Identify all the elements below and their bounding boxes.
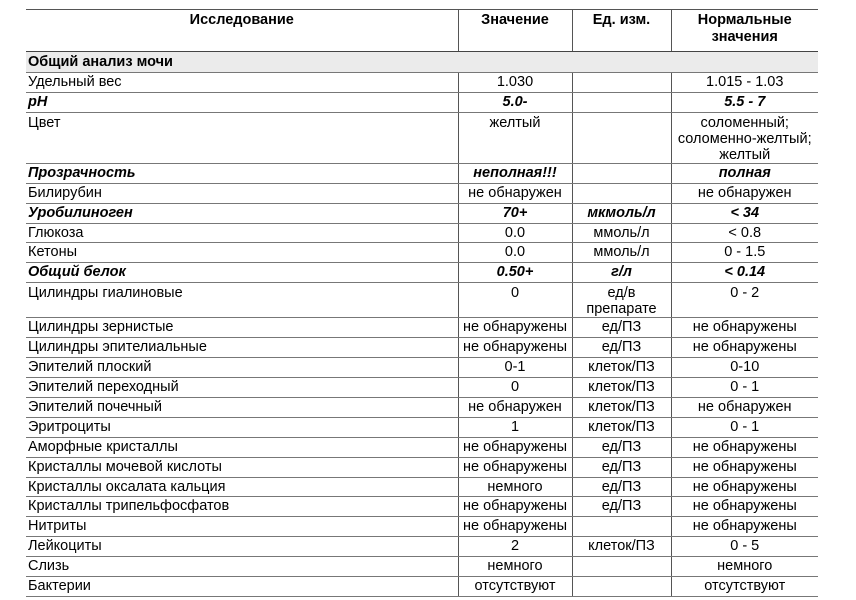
table-row (26, 577, 818, 597)
row-value: немного (458, 557, 572, 577)
row-name: pH (26, 92, 458, 112)
section-title: Общий анализ мочи (26, 52, 818, 73)
table-row (26, 112, 818, 163)
table-row (26, 557, 818, 577)
row-unit (572, 73, 671, 93)
row-unit: клеток/ПЗ (572, 358, 671, 378)
row-unit (572, 557, 671, 577)
row-name: Цилиндры эпителиальные (26, 338, 458, 358)
row-unit: клеток/ПЗ (572, 397, 671, 417)
row-unit (572, 163, 671, 183)
table-row (26, 417, 818, 437)
row-norm: 5.5 - 7 (671, 92, 818, 112)
row-name: Нитриты (26, 517, 458, 537)
row-value: 0.0 (458, 243, 572, 263)
table-row (26, 377, 818, 397)
header-row (26, 10, 818, 52)
header-norm: Нормальные значения (671, 10, 818, 52)
table-row (26, 223, 818, 243)
row-norm: не обнаружены (671, 517, 818, 537)
row-name: Билирубин (26, 183, 458, 203)
table-row (26, 163, 818, 183)
row-value: 70+ (458, 203, 572, 223)
row-unit: г/л (572, 263, 671, 283)
row-unit: ед/ПЗ (572, 497, 671, 517)
row-norm: < 0.14 (671, 263, 818, 283)
row-value: не обнаружены (458, 457, 572, 477)
row-name: Эпителий плоский (26, 358, 458, 378)
row-value: отсутствуют (458, 577, 572, 597)
row-norm: не обнаружены (671, 338, 818, 358)
table-row (26, 183, 818, 203)
row-unit: ммоль/л (572, 243, 671, 263)
row-value: не обнаружены (458, 318, 572, 338)
section-row (26, 52, 818, 73)
row-value: не обнаружены (458, 497, 572, 517)
row-value: 0.50+ (458, 263, 572, 283)
norm-line: соломенно-желтый; (677, 130, 812, 147)
row-value: 2 (458, 537, 572, 557)
row-name: Кристаллы мочевой кислоты (26, 457, 458, 477)
table-row (26, 537, 818, 557)
row-norm: не обнаружены (671, 437, 818, 457)
row-unit (572, 92, 671, 112)
row-name: Кристаллы трипельфосфатов (26, 497, 458, 517)
row-norm: 0-10 (671, 358, 818, 378)
row-value: 1 (458, 417, 572, 437)
norm-line: желтый (719, 146, 771, 163)
row-value: 0 (458, 283, 572, 318)
row-name: Эритроциты (26, 417, 458, 437)
row-unit (572, 112, 671, 163)
table-row (26, 92, 818, 112)
row-value: желтый (458, 112, 572, 163)
table-row (26, 457, 818, 477)
table-row (26, 338, 818, 358)
row-norm: 0 - 2 (671, 283, 818, 318)
table-row (26, 397, 818, 417)
row-unit: ед/ПЗ (572, 457, 671, 477)
unit-line: ед/в (607, 285, 636, 302)
row-name: Бактерии (26, 577, 458, 597)
row-unit: клеток/ПЗ (572, 537, 671, 557)
row-name: Эпителий почечный (26, 397, 458, 417)
row-norm: < 0.8 (671, 223, 818, 243)
row-unit: ед/ПЗ (572, 338, 671, 358)
row-name: Слизь (26, 557, 458, 577)
row-value: 0-1 (458, 358, 572, 378)
table-row (26, 318, 818, 338)
row-value: не обнаружен (458, 183, 572, 203)
row-value: неполная!!! (458, 163, 572, 183)
table-row (26, 263, 818, 283)
row-norm: 0 - 1.5 (671, 243, 818, 263)
row-norm: отсутствуют (671, 577, 818, 597)
row-unit (572, 577, 671, 597)
row-unit: клеток/ПЗ (572, 417, 671, 437)
row-value: 1.030 (458, 73, 572, 93)
table-row (26, 203, 818, 223)
row-norm: не обнаружены (671, 318, 818, 338)
row-value: немного (458, 477, 572, 497)
row-unit: мкмоль/л (572, 203, 671, 223)
row-norm: не обнаружены (671, 497, 818, 517)
table-row (26, 73, 818, 93)
row-name: Уробилиноген (26, 203, 458, 223)
row-norm: полная (671, 163, 818, 183)
row-norm: не обнаружены (671, 457, 818, 477)
row-name: Глюкоза (26, 223, 458, 243)
row-norm: немного (671, 557, 818, 577)
norm-line: соломенный; (700, 114, 789, 131)
row-name: Кристаллы оксалата кальция (26, 477, 458, 497)
table-row (26, 358, 818, 378)
row-norm: < 34 (671, 203, 818, 223)
row-value: 0.0 (458, 223, 572, 243)
table-row (26, 517, 818, 537)
row-value: не обнаружены (458, 437, 572, 457)
row-norm: 1.015 - 1.03 (671, 73, 818, 93)
row-unit: ед/ПЗ (572, 318, 671, 338)
row-value: не обнаружены (458, 338, 572, 358)
table-row (26, 243, 818, 263)
row-norm: 0 - 1 (671, 377, 818, 397)
table-row (26, 283, 818, 318)
row-name: Цвет (26, 112, 458, 163)
unit-line: препарате (586, 301, 657, 318)
row-name: Эпителий переходный (26, 377, 458, 397)
row-name: Удельный вес (26, 73, 458, 93)
row-name: Кетоны (26, 243, 458, 263)
row-unit: клеток/ПЗ (572, 377, 671, 397)
row-norm: не обнаружен (671, 397, 818, 417)
row-unit: ммоль/л (572, 223, 671, 243)
header-study: Исследование (26, 10, 458, 52)
row-unit: ед/ПЗ (572, 437, 671, 457)
row-norm: 0 - 1 (671, 417, 818, 437)
table-row (26, 497, 818, 517)
row-name: Аморфные кристаллы (26, 437, 458, 457)
row-unit (572, 183, 671, 203)
header-unit: Ед. изм. (572, 10, 671, 52)
row-norm: не обнаружены (671, 477, 818, 497)
row-name: Цилиндры зернистые (26, 318, 458, 338)
lab-results-table (26, 9, 818, 597)
row-norm: 0 - 5 (671, 537, 818, 557)
table-row (26, 437, 818, 457)
table-row (26, 477, 818, 497)
row-unit (572, 517, 671, 537)
row-name: Цилиндры гиалиновые (26, 283, 458, 318)
row-norm: не обнаружен (671, 183, 818, 203)
row-value: 5.0- (458, 92, 572, 112)
row-unit: ед/ПЗ (572, 477, 671, 497)
header-value: Значение (458, 10, 572, 52)
row-name: Общий белок (26, 263, 458, 283)
row-name: Прозрачность (26, 163, 458, 183)
row-unit (572, 283, 671, 318)
row-norm (671, 112, 818, 163)
row-value: 0 (458, 377, 572, 397)
row-name: Лейкоциты (26, 537, 458, 557)
row-value: не обнаружены (458, 517, 572, 537)
row-value: не обнаружен (458, 397, 572, 417)
